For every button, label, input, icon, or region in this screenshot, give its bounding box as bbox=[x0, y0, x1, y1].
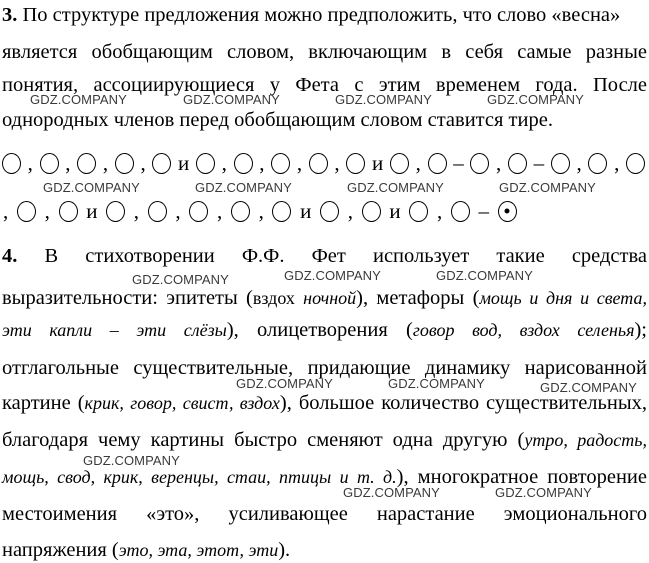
scheme-generalizing-word-icon bbox=[498, 201, 517, 222]
scheme-separator: , bbox=[65, 150, 71, 175]
scheme-circle-icon bbox=[451, 201, 470, 222]
t4-l6a: благодаря чему картины быстро сменяют одна другую ( bbox=[2, 429, 525, 451]
scheme-circle-icon bbox=[272, 201, 291, 222]
watermark: GDZ.COMPANY bbox=[30, 92, 127, 107]
task4-line4: отглагольные существительные, придающие динамику нарисованной bbox=[2, 357, 647, 379]
scheme-separator: и bbox=[372, 150, 384, 175]
scheme-separator: и bbox=[86, 198, 98, 223]
task3-line2: является обобщающим словом, включающим в себя самые разные bbox=[2, 41, 647, 63]
t4-l3c: говор вод, вздох селенья bbox=[412, 320, 635, 340]
scheme-separator: , bbox=[614, 150, 620, 175]
scheme-circle-icon bbox=[231, 201, 250, 222]
t4-l9b: это, эта, этот, эти bbox=[118, 540, 279, 560]
t4-l2b: вздох bbox=[252, 288, 295, 308]
task4-line2 bbox=[2, 285, 647, 311]
t4-l2e: мощь и дня и света, bbox=[479, 288, 647, 308]
t4-l5c: ), большое количество существительных, bbox=[279, 392, 647, 414]
scheme-row-2 bbox=[2, 198, 517, 224]
scheme-circle-icon bbox=[106, 201, 125, 222]
watermark: GDZ.COMPANY bbox=[495, 485, 592, 500]
scheme-separator: – bbox=[453, 150, 464, 175]
task4-line8: местоимения «это», усиливающее нарастание эмоционального bbox=[2, 503, 647, 525]
task4-text-1: В стихотворении Ф.Ф. Фет использует такие средства bbox=[44, 245, 647, 267]
scheme-row-1 bbox=[2, 150, 645, 176]
scheme-separator: , bbox=[258, 198, 264, 223]
t4-l5a: картине ( bbox=[2, 392, 85, 414]
watermark: GDZ.COMPANY bbox=[236, 376, 333, 391]
t4-l2c: ночной bbox=[303, 288, 357, 308]
scheme-circle-icon bbox=[320, 201, 339, 222]
scheme-circle-icon bbox=[588, 153, 607, 174]
scheme-circle-icon bbox=[409, 201, 428, 222]
scheme-circle-icon bbox=[40, 153, 59, 174]
scheme-separator: – bbox=[533, 150, 545, 175]
t4-l9a: напряжения ( bbox=[2, 539, 119, 561]
scheme-separator: , bbox=[576, 150, 582, 175]
task4-number: 4. bbox=[2, 245, 18, 267]
scheme-separator: , bbox=[216, 198, 223, 223]
scheme-circle-icon bbox=[508, 153, 527, 174]
t4-l2d: ), метафоры ( bbox=[356, 287, 480, 309]
watermark: GDZ.COMPANY bbox=[43, 180, 140, 195]
scheme-separator: , bbox=[496, 150, 502, 175]
t4-l2a: выразительности: эпитеты ( bbox=[2, 287, 253, 309]
task4-line6 bbox=[2, 427, 647, 453]
scheme-circle-icon bbox=[309, 153, 328, 174]
task4-line1 bbox=[2, 243, 647, 269]
scheme-circle-icon bbox=[2, 153, 21, 174]
watermark: GDZ.COMPANY bbox=[388, 376, 485, 391]
scheme-separator: , bbox=[347, 198, 353, 223]
scheme-separator: , bbox=[140, 150, 146, 175]
t4-l3b: ), олицетворения ( bbox=[226, 319, 413, 341]
watermark: GDZ.COMPANY bbox=[183, 92, 280, 107]
scheme-separator: – bbox=[478, 198, 490, 223]
scheme-circle-icon bbox=[390, 153, 409, 174]
scheme-circle-icon bbox=[470, 153, 489, 174]
scheme-separator: , bbox=[102, 150, 109, 175]
scheme-separator: , bbox=[3, 198, 9, 223]
watermark: GDZ.COMPANY bbox=[499, 180, 596, 195]
scheme-separator: , bbox=[27, 150, 33, 175]
t4-l3d: ); bbox=[634, 319, 647, 341]
watermark: GDZ.COMPANY bbox=[335, 92, 432, 107]
watermark: GDZ.COMPANY bbox=[347, 180, 444, 195]
scheme-separator: и bbox=[178, 150, 190, 175]
scheme-separator: , bbox=[44, 198, 50, 223]
task3-line4: однородных членов перед обобщающим словом ставится тире. bbox=[2, 109, 553, 131]
watermark: GDZ.COMPANY bbox=[436, 268, 533, 283]
watermark: GDZ.COMPANY bbox=[487, 92, 584, 107]
watermark: GDZ.COMPANY bbox=[132, 272, 229, 287]
watermark: GDZ.COMPANY bbox=[83, 453, 180, 468]
scheme-circle-icon bbox=[234, 153, 253, 174]
watermark: GDZ.COMPANY bbox=[284, 268, 381, 283]
scheme-separator: , bbox=[436, 198, 443, 223]
scheme-circle-icon bbox=[196, 153, 215, 174]
watermark: GDZ.COMPANY bbox=[195, 180, 292, 195]
scheme-separator: , bbox=[334, 150, 340, 175]
scheme-circle-icon bbox=[271, 153, 290, 174]
scheme-circle-icon bbox=[551, 153, 570, 174]
task4-line3 bbox=[2, 317, 647, 343]
task3-number: 3. bbox=[2, 4, 18, 26]
scheme-circle-icon bbox=[428, 153, 447, 174]
scheme-circle-icon bbox=[17, 201, 36, 222]
scheme-circle-icon bbox=[346, 153, 365, 174]
t4-l9c: ). bbox=[278, 539, 291, 561]
scheme-separator: , bbox=[259, 150, 265, 175]
scheme-circle-icon bbox=[115, 153, 134, 174]
scheme-separator: , bbox=[221, 150, 227, 175]
t4-l6b: утро, радость, bbox=[524, 430, 647, 450]
scheme-circle-icon bbox=[626, 153, 645, 174]
scheme-circle-icon bbox=[362, 201, 381, 222]
scheme-circle-icon bbox=[148, 201, 167, 222]
scheme-separator: , bbox=[133, 198, 140, 223]
scheme-separator: , bbox=[175, 198, 181, 223]
task4-line9 bbox=[2, 537, 647, 563]
scheme-circle-icon bbox=[59, 201, 78, 222]
task3-text-1: По структуре предложения можно предположить, что слово «весна» bbox=[22, 4, 621, 26]
task3-line3: понятия, ассоциирующиеся у Фета с этим временем года. После bbox=[2, 74, 647, 96]
t4-l3a: эти капли – эти слёзы bbox=[2, 320, 227, 340]
t4-l7b: ), многократное повторение bbox=[396, 466, 647, 488]
watermark: GDZ.COMPANY bbox=[343, 485, 440, 500]
scheme-circle-icon bbox=[77, 153, 96, 174]
watermark: GDZ.COMPANY bbox=[540, 380, 637, 395]
scheme-circle-icon bbox=[189, 201, 208, 222]
t4-l7a: мощь, свод, крик, веренцы, стаи, птицы и т. д. bbox=[2, 467, 397, 487]
scheme-separator: и bbox=[389, 198, 401, 223]
task3-line1 bbox=[2, 2, 647, 28]
scheme-separator: , bbox=[415, 150, 421, 175]
t4-l5b: крик, говор, свист, вздох bbox=[84, 393, 280, 413]
scheme-separator: и bbox=[300, 198, 312, 223]
scheme-separator: , bbox=[296, 150, 303, 175]
scheme-circle-icon bbox=[152, 153, 171, 174]
